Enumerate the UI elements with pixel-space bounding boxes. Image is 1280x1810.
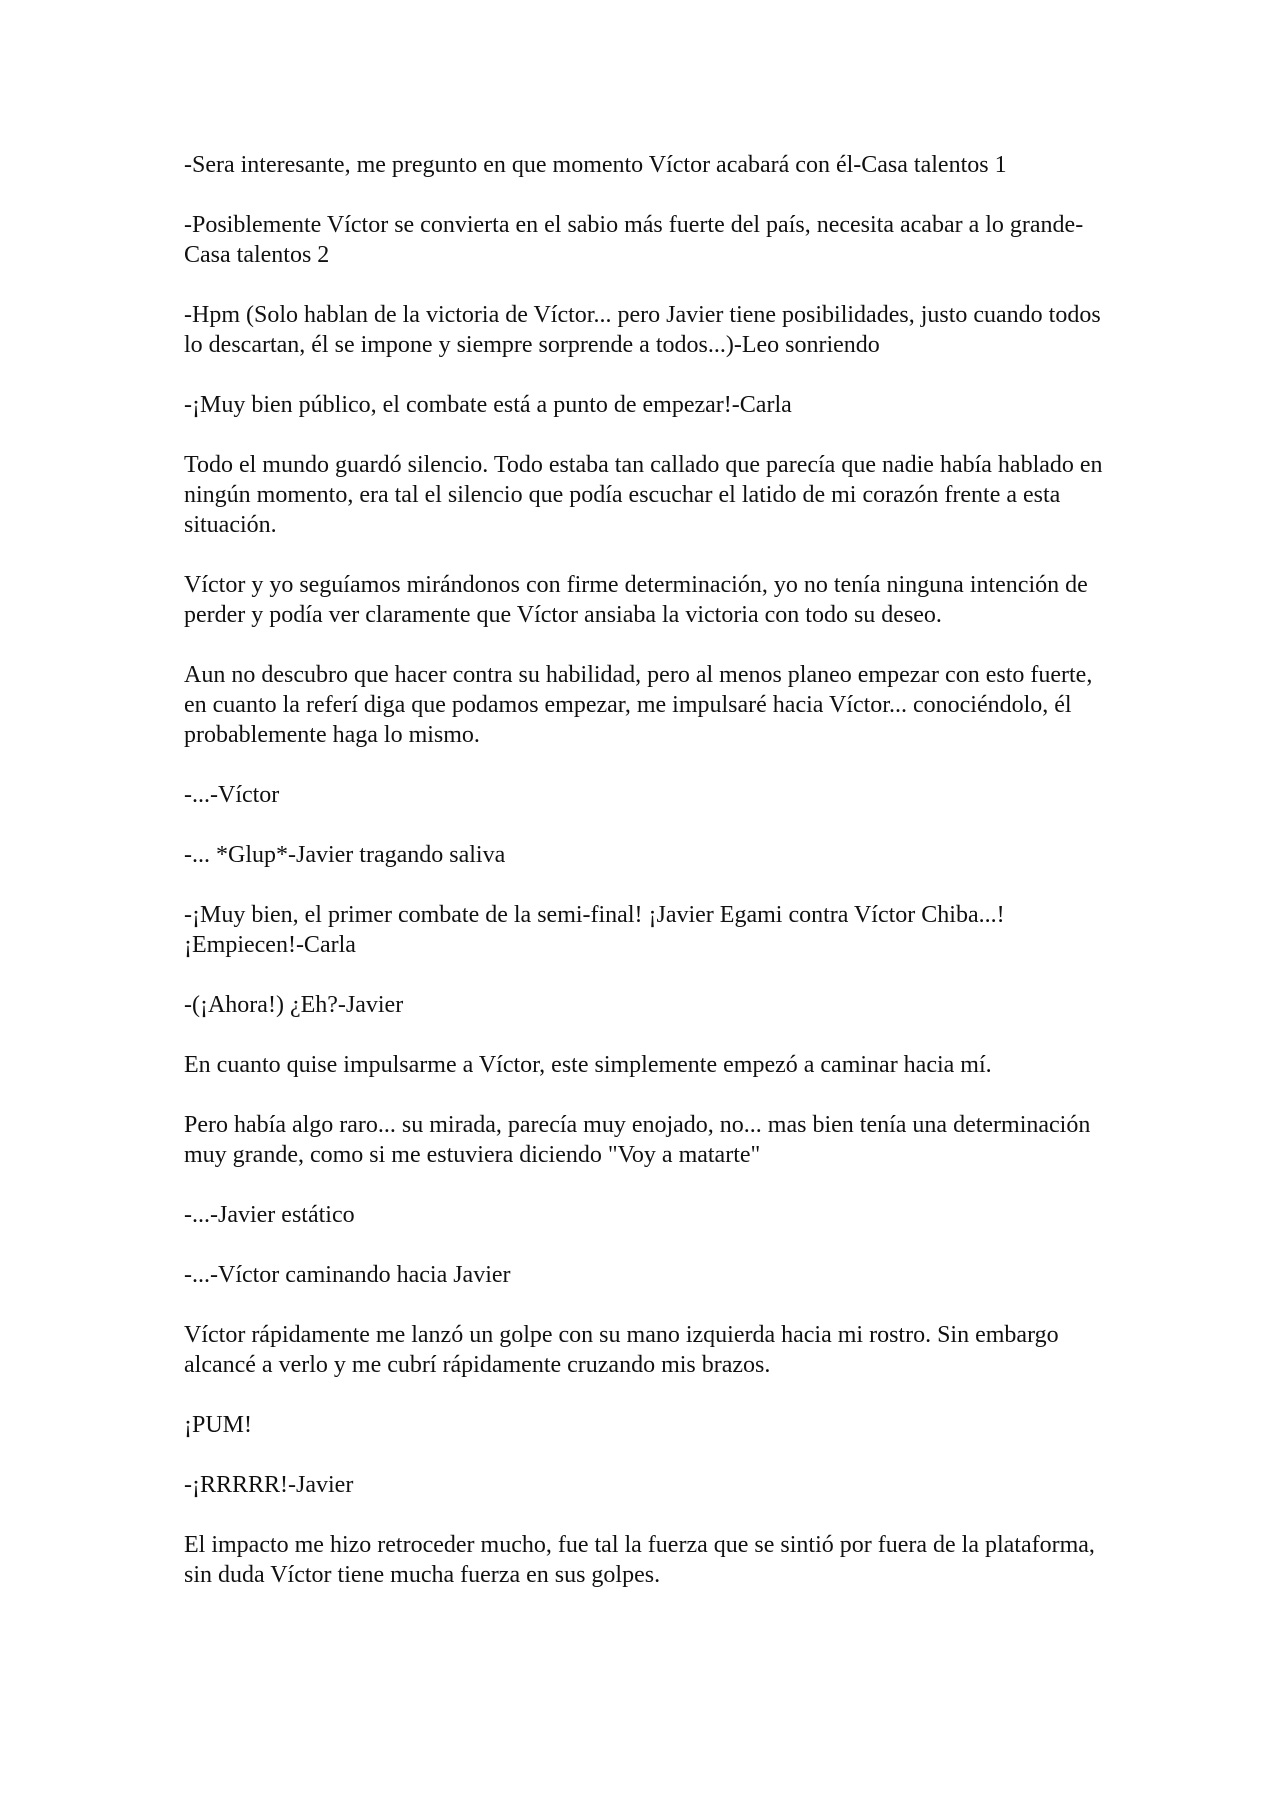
paragraph: -Posiblemente Víctor se convierta en el sabio más fuerte del país, necesita acabar a lo grande-Casa talentos 2 bbox=[184, 212, 1084, 268]
paragraph: -¡RRRRR!-Javier bbox=[184, 1472, 354, 1498]
paragraph: -Sera interesante, me pregunto en que momento Víctor acabará con él-Casa talentos 1 bbox=[184, 152, 1007, 178]
paragraph: Víctor rápidamente me lanzó un golpe con su mano izquierda hacia mi rostro. Sin embargo alcancé a verlo y me cubrí rápidamente cruzando mis brazos. bbox=[184, 1322, 1059, 1378]
paragraph: Pero había algo raro... su mirada, parecía muy enojado, no... mas bien tenía una determinación muy grande, como si me estuviera diciendo "Voy a matarte" bbox=[184, 1112, 1091, 1168]
document-page bbox=[184, 150, 1114, 1620]
paragraph: Víctor y yo seguíamos mirándonos con firme determinación, yo no tenía ninguna intención de perder y podía ver claramente que Víctor ansiaba la victoria con todo su deseo. bbox=[184, 572, 1088, 628]
paragraph: -...-Víctor bbox=[184, 782, 280, 808]
paragraph: Todo el mundo guardó silencio. Todo estaba tan callado que parecía que nadie había hablado en ningún momento, era tal el silencio que podía escuchar el latido de mi corazón frente a esta situación. bbox=[184, 452, 1103, 538]
paragraph: -...-Víctor caminando hacia Javier bbox=[184, 1262, 511, 1288]
paragraph: -...-Javier estático bbox=[184, 1202, 355, 1228]
paragraph: En cuanto quise impulsarme a Víctor, este simplemente empezó a caminar hacia mí. bbox=[184, 1052, 992, 1078]
paragraph: -¡Muy bien, el primer combate de la semi-final! ¡Javier Egami contra Víctor Chiba...! ¡Empiecen!-Carla bbox=[184, 902, 1005, 958]
paragraph: El impacto me hizo retroceder mucho, fue tal la fuerza que se sintió por fuera de la plataforma, sin duda Víctor tiene mucha fuerza en sus golpes. bbox=[184, 1532, 1095, 1588]
paragraph: -... *Glup*-Javier tragando saliva bbox=[184, 842, 506, 868]
paragraph: -Hpm (Solo hablan de la victoria de Víctor... pero Javier tiene posibilidades, justo cuando todos lo descartan, él se impone y siempre sorprende a todos...)-Leo sonriendo bbox=[184, 302, 1101, 358]
paragraph: -(¡Ahora!) ¿Eh?-Javier bbox=[184, 992, 404, 1018]
paragraph: -¡Muy bien público, el combate está a punto de empezar!-Carla bbox=[184, 392, 792, 418]
paragraph: Aun no descubro que hacer contra su habilidad, pero al menos planeo empezar con esto fuerte, en cuanto la referí diga que podamos empezar, me impulsaré hacia Víctor... conociéndolo, él probablemente haga lo mismo. bbox=[184, 662, 1093, 748]
paragraph: ¡PUM! bbox=[184, 1412, 253, 1438]
